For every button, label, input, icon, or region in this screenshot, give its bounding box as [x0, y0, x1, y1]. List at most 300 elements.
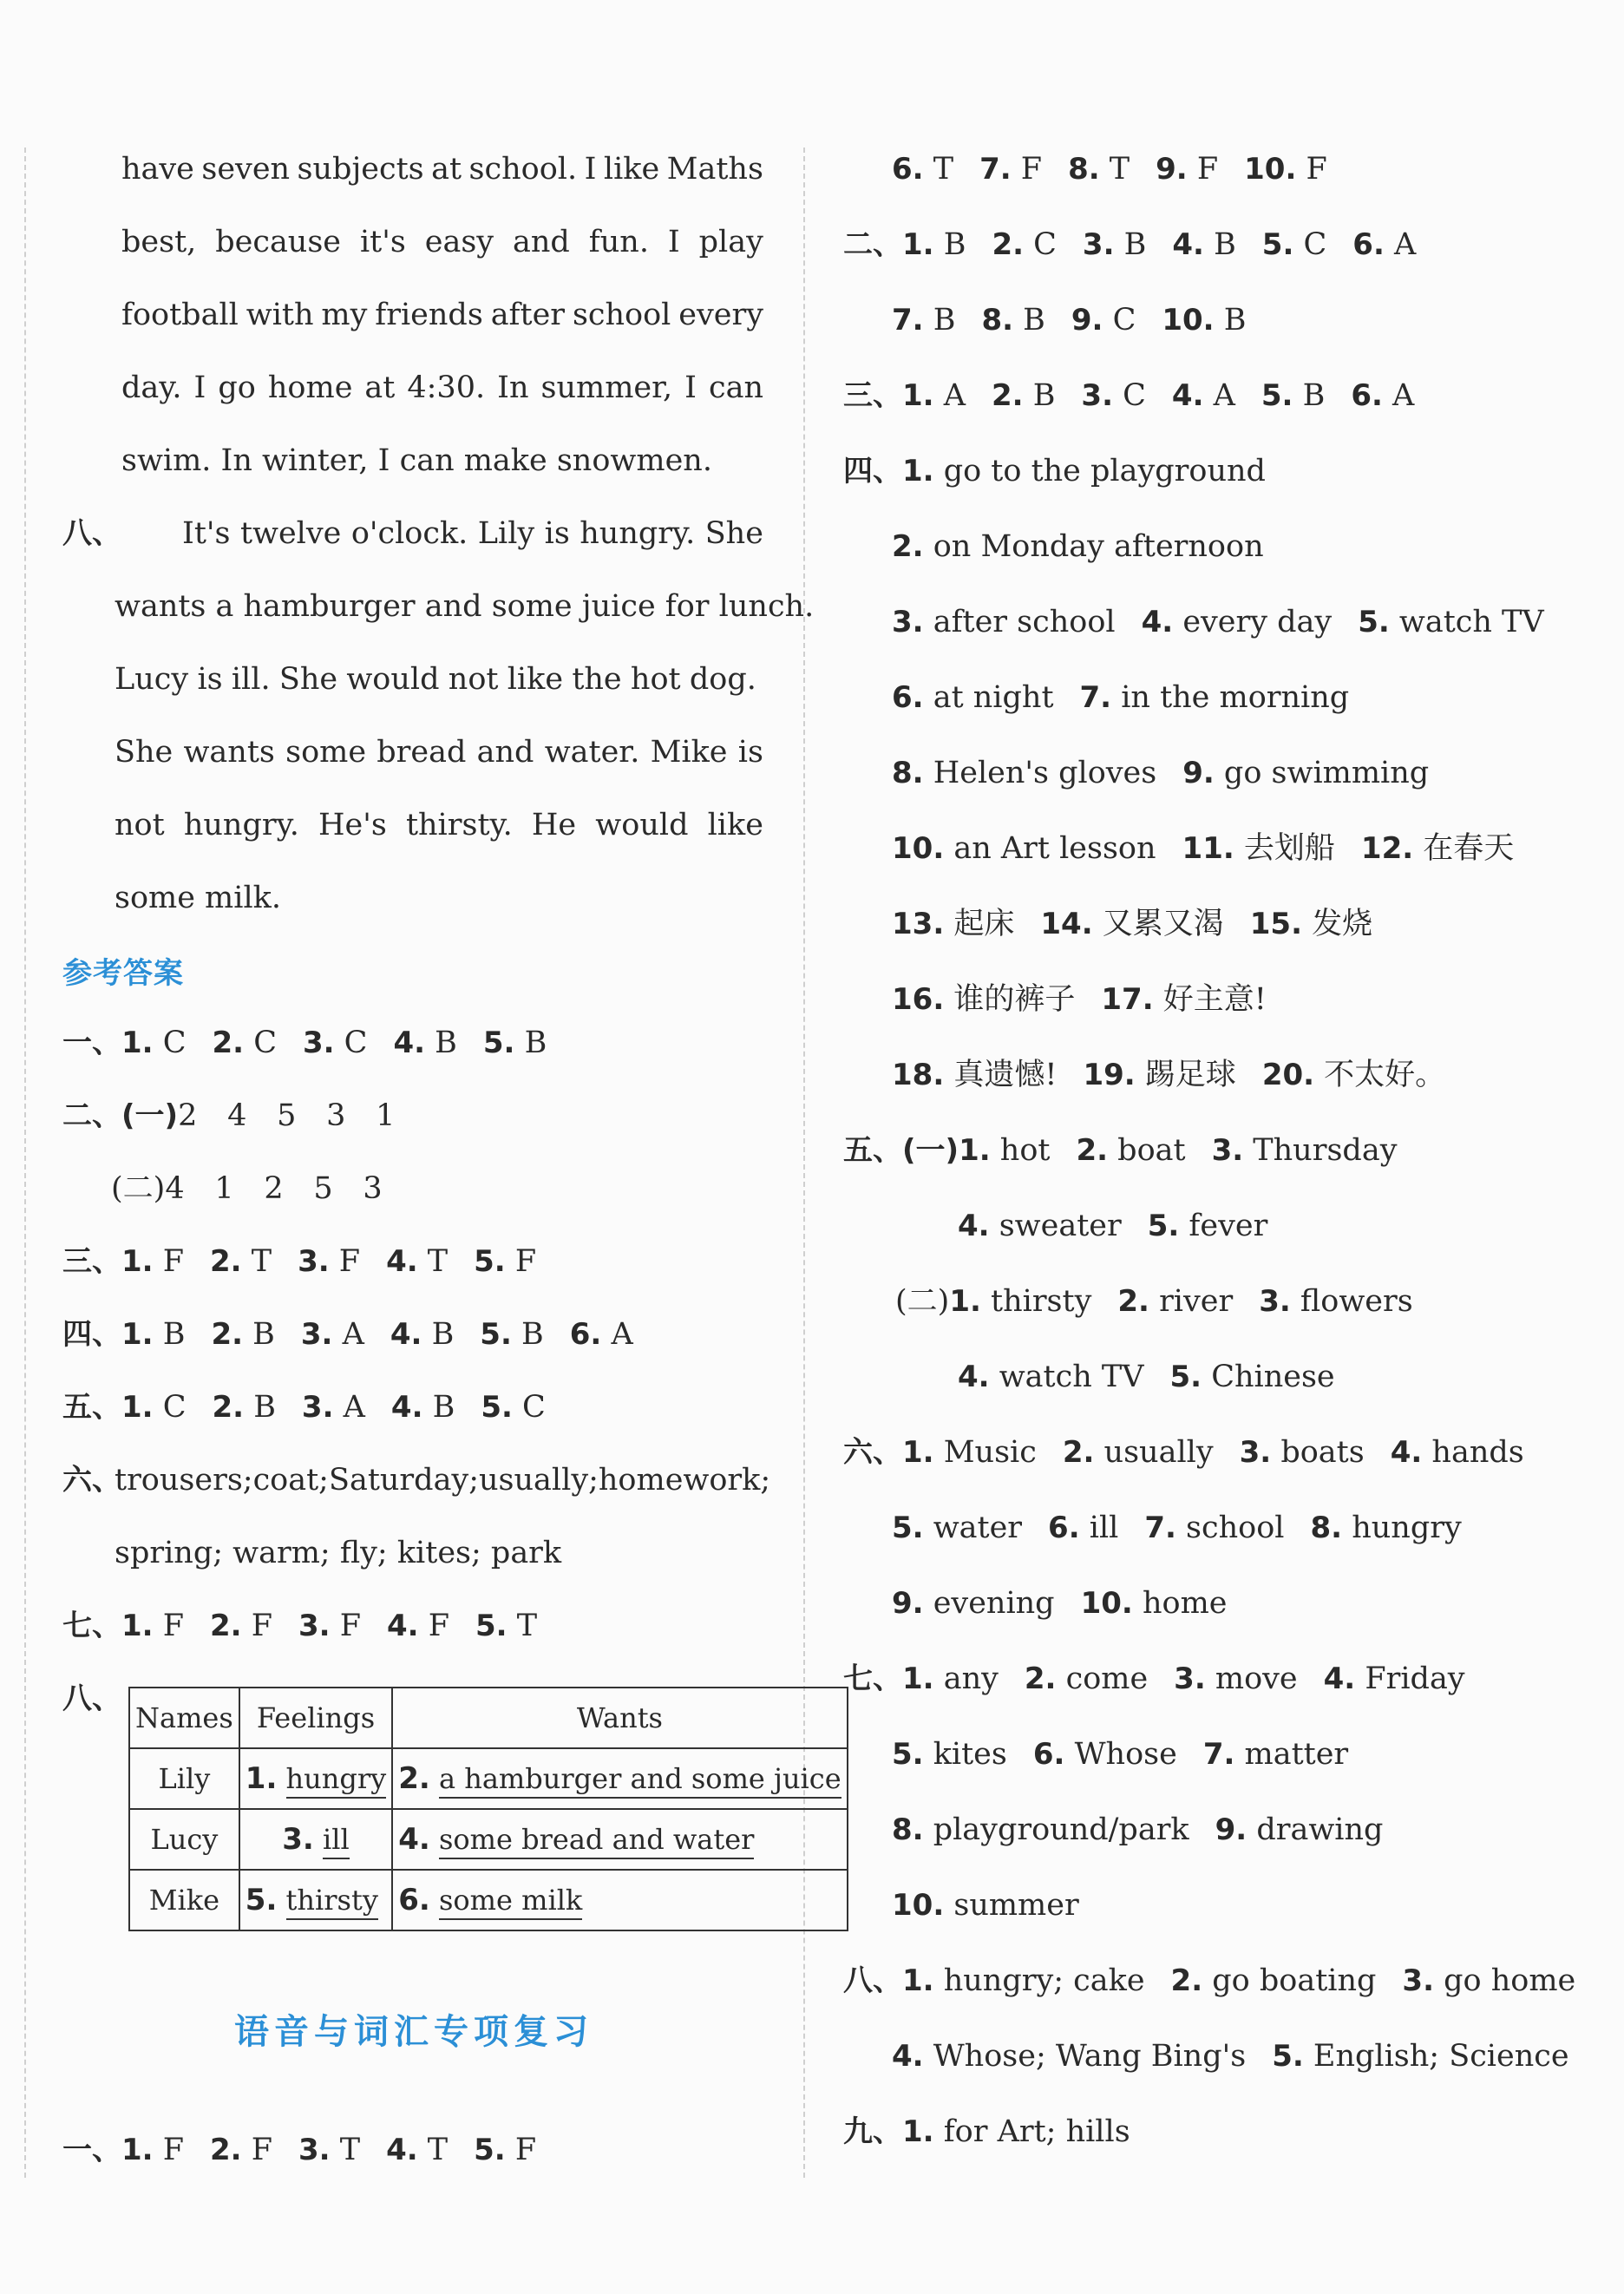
- answer-item: [1148, 1209, 1268, 1243]
- answer-item: [1358, 605, 1543, 639]
- answer-text: F: [241, 2133, 272, 2167]
- answer-text: 好主意!: [1153, 982, 1267, 1017]
- section-label: (二): [895, 1284, 950, 1319]
- answer-text: T: [417, 2133, 449, 2167]
- item-number: 2.: [212, 1026, 245, 1060]
- answer-item: [1262, 1058, 1445, 1092]
- answer-text: F: [330, 1609, 361, 1643]
- table-cell-want: [392, 1870, 847, 1930]
- passage-line: [121, 223, 763, 261]
- item-number: 1.: [121, 1317, 154, 1352]
- answer-text: Whose: [1064, 1737, 1177, 1772]
- section-title: 语音与词汇专项复习: [234, 2012, 593, 2052]
- sequence-number: 5: [313, 1171, 333, 1206]
- item-number: 5.: [481, 1390, 513, 1425]
- item-number: 1.: [121, 2133, 154, 2167]
- item-number: 5.: [480, 1317, 512, 1352]
- answer-item: [958, 1209, 1122, 1243]
- answer-text: go boating: [1202, 1963, 1377, 1998]
- item-number: 8.: [981, 303, 1014, 338]
- answer-text: A: [1382, 378, 1415, 413]
- answer-text: F: [153, 1609, 184, 1643]
- item-number: 1.: [121, 1244, 154, 1279]
- answer-text: watch TV: [1389, 605, 1544, 639]
- answer-text: evening: [923, 1586, 1055, 1621]
- sequence-number: 4: [165, 1171, 185, 1206]
- item-number: 3.: [298, 1244, 330, 1279]
- item-number: 1.: [902, 227, 934, 262]
- answer-row: [115, 1461, 771, 1499]
- answer-text: C: [512, 1390, 546, 1425]
- answer-item: [892, 680, 1054, 715]
- answer-text: 谁的裤子: [944, 982, 1076, 1017]
- item-number: 6.: [1352, 227, 1385, 262]
- word: it's: [359, 225, 406, 259]
- answer-item: [1203, 1737, 1348, 1772]
- answer-row: [843, 1962, 1601, 2000]
- item-number: 3.: [298, 1609, 331, 1643]
- answer-row: [892, 1811, 1409, 1849]
- passage-line: wants a hamburger and some juice for lunch.: [115, 589, 815, 624]
- item-number: 7.: [892, 303, 924, 338]
- answer-item: [483, 1026, 547, 1060]
- answer-item: [1068, 152, 1130, 187]
- answer-item: [892, 1511, 1022, 1545]
- item-number: 2.: [1170, 1963, 1203, 1998]
- item-number: 6.: [398, 1883, 430, 1917]
- section-label: 一、: [62, 2133, 121, 2167]
- item-number: 5.: [474, 1244, 506, 1279]
- item-number: 5.: [1272, 2039, 1304, 2074]
- answer-item: [902, 1435, 1037, 1470]
- section-label: 五、: [62, 1390, 121, 1425]
- item-number: 11.: [1182, 831, 1234, 866]
- answer-item: [481, 1390, 545, 1425]
- answer-text: ill: [323, 1823, 350, 1859]
- word: hungry.: [580, 516, 696, 551]
- answer-item: [1261, 378, 1325, 413]
- answer-item: [1081, 378, 1145, 413]
- answer-item: [892, 1058, 1057, 1092]
- answer-item: [892, 831, 1156, 866]
- answer-text: some bread and water: [439, 1823, 755, 1859]
- answer-item: [1156, 152, 1218, 187]
- word: trousers;: [115, 1463, 253, 1498]
- answer-text: school: [1175, 1511, 1285, 1545]
- answer-item: [902, 378, 966, 413]
- item-number: 2.: [992, 227, 1025, 262]
- answer-text: F: [1187, 152, 1219, 187]
- answer-item: [892, 1812, 1189, 1847]
- item-number: 3.: [1211, 1133, 1244, 1168]
- answer-text: any: [933, 1662, 999, 1696]
- answer-text: usually: [1094, 1435, 1214, 1470]
- answer-row: [892, 980, 1293, 1019]
- item-number: 15.: [1249, 907, 1302, 941]
- item-number: 1.: [245, 1761, 278, 1796]
- answer-text: B: [511, 1317, 544, 1352]
- answer-row: [62, 1388, 572, 1426]
- answer-item: [1172, 227, 1235, 262]
- item-number: 3.: [282, 1822, 314, 1857]
- item-number: 2.: [991, 378, 1024, 413]
- answer-text: T: [1099, 152, 1130, 187]
- item-number: 7.: [1202, 1737, 1235, 1772]
- answer-item: [892, 1888, 1079, 1923]
- section-label: 六、: [843, 1435, 902, 1470]
- answer-item: [1063, 1435, 1214, 1470]
- table-header: Names: [129, 1688, 239, 1748]
- answer-item: [1076, 1133, 1185, 1168]
- answer-text: F: [153, 1244, 184, 1279]
- sequence-number: 2: [264, 1171, 284, 1206]
- answer-text: B: [923, 303, 956, 338]
- item-number: 4.: [1171, 378, 1204, 413]
- table-cell-want: [392, 1748, 847, 1809]
- answer-text: go swimming: [1214, 756, 1430, 790]
- item-number: 8.: [892, 1812, 924, 1847]
- answer-row: [843, 226, 1442, 264]
- item-number: 4.: [1141, 605, 1174, 639]
- answer-text: T: [330, 2133, 361, 2167]
- item-number: 1.: [902, 1963, 934, 1998]
- item-number: 17.: [1101, 982, 1154, 1017]
- section-label: 四、: [62, 1317, 121, 1352]
- word: bread: [377, 735, 467, 770]
- answer-item: [1117, 1284, 1233, 1319]
- answer-text: playground/park: [923, 1812, 1189, 1847]
- word: home: [267, 370, 353, 405]
- word: Saturday;: [328, 1463, 480, 1498]
- answer-item: [902, 227, 966, 262]
- table-header-row: [129, 1688, 848, 1748]
- answer-row: [892, 1056, 1471, 1094]
- answer-item: [1272, 2039, 1568, 2074]
- item-number: 4.: [892, 2039, 924, 2074]
- passage-line: [121, 369, 763, 407]
- item-number: 3.: [1082, 227, 1115, 262]
- sequence-number: 1: [376, 1098, 396, 1133]
- answer-text: B: [153, 1317, 186, 1352]
- answer-item: [892, 529, 1264, 564]
- item-number: 9.: [1182, 756, 1215, 790]
- answer-text: F: [241, 1609, 272, 1643]
- answer-text: ill: [1079, 1511, 1119, 1545]
- passage-line: some milk.: [115, 881, 281, 915]
- answer-item: [1240, 1435, 1365, 1470]
- answer-text: after school: [923, 605, 1116, 639]
- answer-text: water: [923, 1511, 1023, 1545]
- answer-item: [1080, 680, 1350, 715]
- section-label: 八、: [62, 1681, 121, 1716]
- answer-text: come: [1056, 1662, 1149, 1696]
- word: usually;: [479, 1463, 599, 1498]
- section-label: 二、(一): [62, 1098, 179, 1133]
- word: some: [285, 735, 367, 770]
- table-cell-feeling: [239, 1748, 392, 1809]
- word: every: [678, 298, 763, 332]
- item-number: 1.: [902, 454, 934, 488]
- section-label: 六、: [62, 1463, 121, 1498]
- word: He's: [318, 808, 387, 842]
- item-number: 3.: [1239, 1435, 1272, 1470]
- answer-item: [892, 1737, 1007, 1772]
- answer-item: [959, 1133, 1050, 1168]
- answer-heading: 参考答案: [62, 956, 184, 991]
- answer-text: C: [153, 1390, 187, 1425]
- answer-text: F: [505, 1244, 537, 1279]
- item-number: 8.: [892, 756, 924, 790]
- answer-item: [212, 1390, 275, 1425]
- answer-text: go home: [1433, 1963, 1576, 1998]
- word: my: [321, 298, 368, 332]
- item-number: 10.: [1080, 1586, 1133, 1621]
- answer-item: [902, 1963, 1145, 1998]
- answer-row: [892, 1584, 1253, 1622]
- answer-item: [892, 152, 953, 187]
- item-number: 2.: [892, 529, 924, 564]
- table-cell-feeling: [239, 1809, 392, 1870]
- answer-item: [892, 907, 1014, 941]
- answer-row: [62, 1315, 659, 1353]
- answer-item: [949, 1284, 1091, 1319]
- word: subjects: [297, 152, 424, 187]
- word: Lily: [477, 516, 535, 551]
- item-number: 6.: [1032, 1737, 1065, 1772]
- answer-item: [210, 2133, 272, 2167]
- sequence-number: 3: [326, 1098, 346, 1133]
- answer-item: [1391, 1435, 1524, 1470]
- word: homework;: [598, 1463, 771, 1498]
- word: not: [115, 808, 165, 842]
- item-number: 1.: [902, 1435, 934, 1470]
- answer-item: [1033, 1737, 1177, 1772]
- word: is: [544, 516, 570, 551]
- section-label: (二): [111, 1171, 166, 1206]
- answer-text: T: [507, 1609, 538, 1643]
- word: Mike: [650, 735, 728, 770]
- answer-text: Music: [933, 1435, 1037, 1470]
- word: after: [490, 298, 566, 332]
- table-header: Feelings: [239, 1688, 392, 1748]
- answer-item: [393, 1026, 456, 1060]
- answer-item: [121, 1026, 186, 1060]
- item-number: 3.: [1259, 1284, 1291, 1319]
- answer-text: river: [1149, 1284, 1234, 1319]
- item-number: 20.: [1261, 1058, 1315, 1092]
- answer-text: on Monday afternoon: [923, 529, 1264, 564]
- item-number: 7.: [979, 152, 1012, 187]
- answer-text: an Art lesson: [944, 831, 1156, 866]
- answer-item: [1142, 605, 1333, 639]
- word: have: [121, 152, 194, 187]
- answer-item: [1101, 982, 1266, 1017]
- item-number: 5.: [474, 2133, 506, 2167]
- answer-text: B: [1293, 378, 1326, 413]
- item-number: 10.: [892, 831, 945, 866]
- answer-text: B: [933, 227, 966, 262]
- passage-line: [115, 660, 756, 698]
- item-number: 4.: [386, 2133, 418, 2167]
- answer-item: [958, 1360, 1143, 1394]
- item-number: 5.: [245, 1883, 278, 1917]
- answer-item: [480, 1317, 543, 1352]
- item-number: 3.: [298, 2133, 331, 2167]
- item-number: 5.: [1147, 1209, 1180, 1243]
- answer-item: [210, 1609, 272, 1643]
- answer-item: [1311, 1511, 1462, 1545]
- item-number: 5.: [1169, 1360, 1202, 1394]
- word: fun.: [588, 225, 649, 259]
- answer-item: [1144, 1511, 1284, 1545]
- item-number: 2.: [210, 2133, 242, 2167]
- answer-item: [902, 454, 1266, 488]
- answer-text: 踢足球: [1135, 1058, 1236, 1092]
- answer-text: Friday: [1355, 1662, 1465, 1696]
- word: would: [346, 662, 440, 697]
- answer-item: [1040, 907, 1223, 941]
- answer-text: T: [417, 1244, 449, 1279]
- word: friends: [375, 298, 483, 332]
- answer-text: in the morning: [1111, 680, 1350, 715]
- answer-item: [892, 982, 1075, 1017]
- section-label: 九、: [843, 2114, 902, 2149]
- item-number: 10.: [1244, 152, 1297, 187]
- item-number: 6.: [569, 1317, 602, 1352]
- answer-item: [121, 1244, 184, 1279]
- item-number: 1.: [949, 1284, 981, 1319]
- answer-item: [1081, 1586, 1228, 1621]
- answer-text: B: [244, 1390, 276, 1425]
- table-cell-name: Lily: [129, 1748, 239, 1809]
- answer-text: B: [1203, 227, 1236, 262]
- answer-text: C: [1024, 227, 1057, 262]
- answer-text: B: [1214, 303, 1247, 338]
- word: ill.: [231, 662, 271, 697]
- answer-item: [121, 1390, 186, 1425]
- answer-text: go to the playground: [933, 454, 1266, 488]
- answer-item: [992, 378, 1055, 413]
- answer-text: thirsty: [980, 1284, 1092, 1319]
- answer-text: F: [1011, 152, 1043, 187]
- item-number: 18.: [892, 1058, 945, 1092]
- word: go: [218, 370, 256, 405]
- word: summer,: [540, 370, 673, 405]
- word: Maths: [666, 152, 763, 187]
- word: 4:30.: [407, 370, 486, 405]
- item-number: 3.: [892, 605, 924, 639]
- answer-row: [892, 528, 1290, 566]
- item-number: 9.: [1071, 303, 1103, 338]
- table-row: [129, 1809, 848, 1870]
- answer-text: B: [243, 1317, 275, 1352]
- answer-item: [1259, 1284, 1412, 1319]
- answer-row: [62, 1097, 425, 1135]
- word: hungry.: [183, 808, 299, 842]
- answer-item: [992, 227, 1056, 262]
- section-label: 八、: [843, 1963, 902, 1998]
- answer-text: thirsty: [286, 1884, 378, 1920]
- word: day.: [121, 370, 182, 405]
- item-number: 7.: [1079, 680, 1112, 715]
- item-number: 6.: [892, 680, 924, 715]
- table-header: Wants: [392, 1688, 847, 1748]
- answer-item: [1402, 1963, 1575, 1998]
- answer-item: [892, 303, 955, 338]
- word: at: [364, 370, 396, 405]
- answer-item: [892, 756, 1156, 790]
- item-number: 10.: [892, 1888, 945, 1923]
- answer-text: A: [933, 378, 966, 413]
- answer-row: [892, 603, 1570, 641]
- answer-item: [1048, 1511, 1118, 1545]
- sequence-number: 4: [227, 1098, 247, 1133]
- word: She: [115, 735, 174, 770]
- answer-item: [1025, 1662, 1148, 1696]
- item-number: 12.: [1360, 831, 1414, 866]
- answer-text: 在春天: [1413, 831, 1515, 866]
- answer-row: [843, 1433, 1550, 1471]
- answer-item: [1324, 1662, 1465, 1696]
- item-number: 4.: [958, 1360, 990, 1394]
- answer-row: [62, 2131, 562, 2169]
- item-number: 5.: [1358, 605, 1390, 639]
- answer-row: [62, 1024, 573, 1062]
- answer-item: [387, 1609, 449, 1643]
- item-number: 4.: [387, 1609, 419, 1643]
- item-number: 2.: [212, 1390, 245, 1425]
- answer-text: 不太好。: [1314, 1058, 1446, 1092]
- item-number: 1.: [121, 1390, 154, 1425]
- answer-text: for Art; hills: [933, 2114, 1130, 2149]
- answer-row: [892, 754, 1455, 792]
- item-number: 2.: [1117, 1284, 1149, 1319]
- item-number: 4.: [1323, 1662, 1356, 1696]
- word: not: [448, 662, 499, 697]
- word: easy: [424, 225, 494, 259]
- section-label: 二、: [843, 227, 902, 262]
- answer-text: some milk: [439, 1884, 582, 1920]
- answer-text: summer: [944, 1888, 1079, 1923]
- item-number: 4.: [386, 1244, 418, 1279]
- answer-row: [892, 678, 1375, 717]
- word: can: [708, 370, 763, 405]
- answer-text: boats: [1271, 1435, 1365, 1470]
- word: I: [667, 225, 680, 259]
- answer-item: [302, 1390, 365, 1425]
- answer-text: drawing: [1247, 1812, 1384, 1847]
- section-label: 三、: [62, 1244, 121, 1279]
- answer-row: [892, 1886, 1105, 1924]
- section-label: 八、: [62, 516, 121, 551]
- word: I: [584, 152, 597, 187]
- word: like: [707, 808, 763, 842]
- answer-item: [475, 1609, 537, 1643]
- answer-item: [212, 1026, 276, 1060]
- answer-item: [570, 1317, 633, 1352]
- item-number: 6.: [892, 152, 924, 187]
- answer-text: B: [514, 1026, 547, 1060]
- item-number: 1.: [959, 1133, 991, 1168]
- answer-text: 又累又渴: [1092, 907, 1224, 941]
- item-number: 3.: [301, 1390, 334, 1425]
- answer-text: B: [425, 1026, 457, 1060]
- answer-text: A: [1384, 227, 1417, 262]
- section-label: 七、: [843, 1662, 902, 1696]
- sequence-number: 3: [363, 1171, 383, 1206]
- answer-row: [895, 1282, 1439, 1321]
- word: She: [704, 516, 763, 551]
